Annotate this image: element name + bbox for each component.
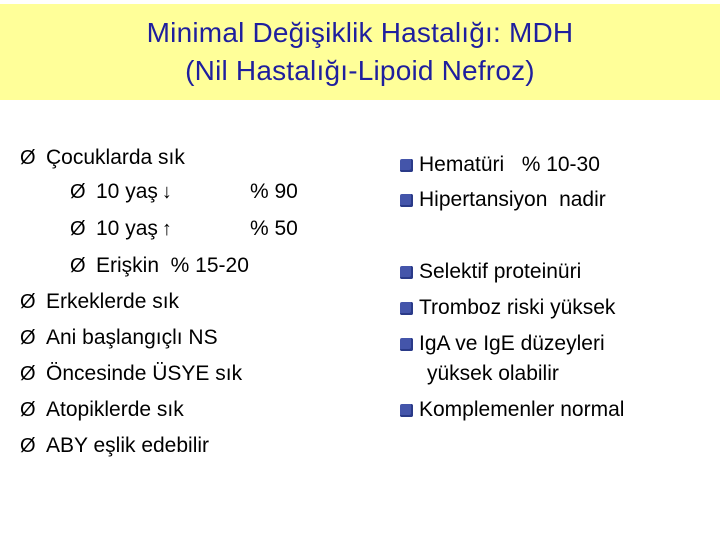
title-line-1: Minimal Değişiklik Hastalığı: MDH	[146, 17, 574, 48]
arrow-bullet-icon: Ø	[20, 147, 36, 169]
arrow-bullet-icon: Ø	[20, 399, 36, 421]
right-item-hypertension	[400, 186, 606, 214]
arrow-up-icon: ↑	[161, 218, 172, 240]
right-item-label: Hematüri % 10-30	[419, 153, 600, 176]
arrow-bullet-icon: Ø	[70, 255, 86, 277]
right-item-label: Komplemenler normal	[419, 398, 625, 421]
sub-item-adult	[70, 252, 249, 280]
square-bullet-icon	[400, 266, 413, 279]
left-item-label: Atopiklerde sık	[46, 398, 184, 421]
arrow-bullet-icon: Ø	[20, 327, 36, 349]
sub-item-value: % 90	[250, 180, 298, 203]
arrow-bullet-icon: Ø	[20, 291, 36, 313]
square-bullet-icon	[400, 194, 413, 207]
left-item-uri	[20, 360, 242, 388]
square-bullet-icon	[400, 159, 413, 172]
square-bullet-icon	[400, 338, 413, 351]
sub-item-under-10	[70, 178, 172, 206]
left-item-label: Çocuklarda sık	[46, 146, 185, 169]
left-item-atopic	[20, 396, 184, 424]
arrow-bullet-icon: Ø	[20, 363, 36, 385]
sub-item-label: 10 yaş	[96, 180, 158, 203]
right-item-label: IgA ve IgE düzeyleri	[419, 332, 605, 355]
left-item-children	[20, 144, 185, 172]
right-item-iga-ige	[400, 330, 605, 358]
right-item-complement	[400, 396, 624, 424]
right-item-thrombosis	[400, 294, 615, 322]
left-item-male	[20, 288, 179, 316]
left-item-label: Erkeklerde sık	[46, 290, 180, 313]
left-item-aby	[20, 432, 209, 460]
square-bullet-icon	[400, 302, 413, 315]
square-bullet-icon	[400, 404, 413, 417]
right-item-label: yüksek olabilir	[427, 362, 559, 385]
left-item-label: ABY eşlik edebilir	[46, 434, 210, 457]
title-line-2: (Nil Hastalığı-Lipoid Nefroz)	[185, 55, 535, 86]
right-item-label: Hipertansiyon nadir	[419, 188, 606, 211]
right-item-label: Selektif proteinüri	[419, 260, 582, 283]
arrow-down-icon: ↓	[161, 181, 172, 203]
right-item-continuation	[427, 360, 559, 388]
left-item-label: Öncesinde ÜSYE sık	[46, 362, 243, 385]
sub-item-value: % 50	[250, 217, 298, 240]
sub-item-label: 10 yaş	[96, 217, 158, 240]
sub-item-over-10	[70, 215, 172, 243]
right-item-proteinuria	[400, 258, 581, 286]
title-banner	[0, 4, 720, 100]
left-item-label: Ani başlangıçlı NS	[46, 326, 218, 349]
left-item-onset	[20, 324, 218, 352]
right-item-hematuria	[400, 151, 600, 179]
arrow-bullet-icon: Ø	[70, 218, 86, 240]
arrow-bullet-icon: Ø	[20, 435, 36, 457]
arrow-bullet-icon: Ø	[70, 181, 86, 203]
sub-item-label: Erişkin % 15-20	[96, 254, 249, 277]
right-item-label: Tromboz riski yüksek	[419, 296, 616, 319]
